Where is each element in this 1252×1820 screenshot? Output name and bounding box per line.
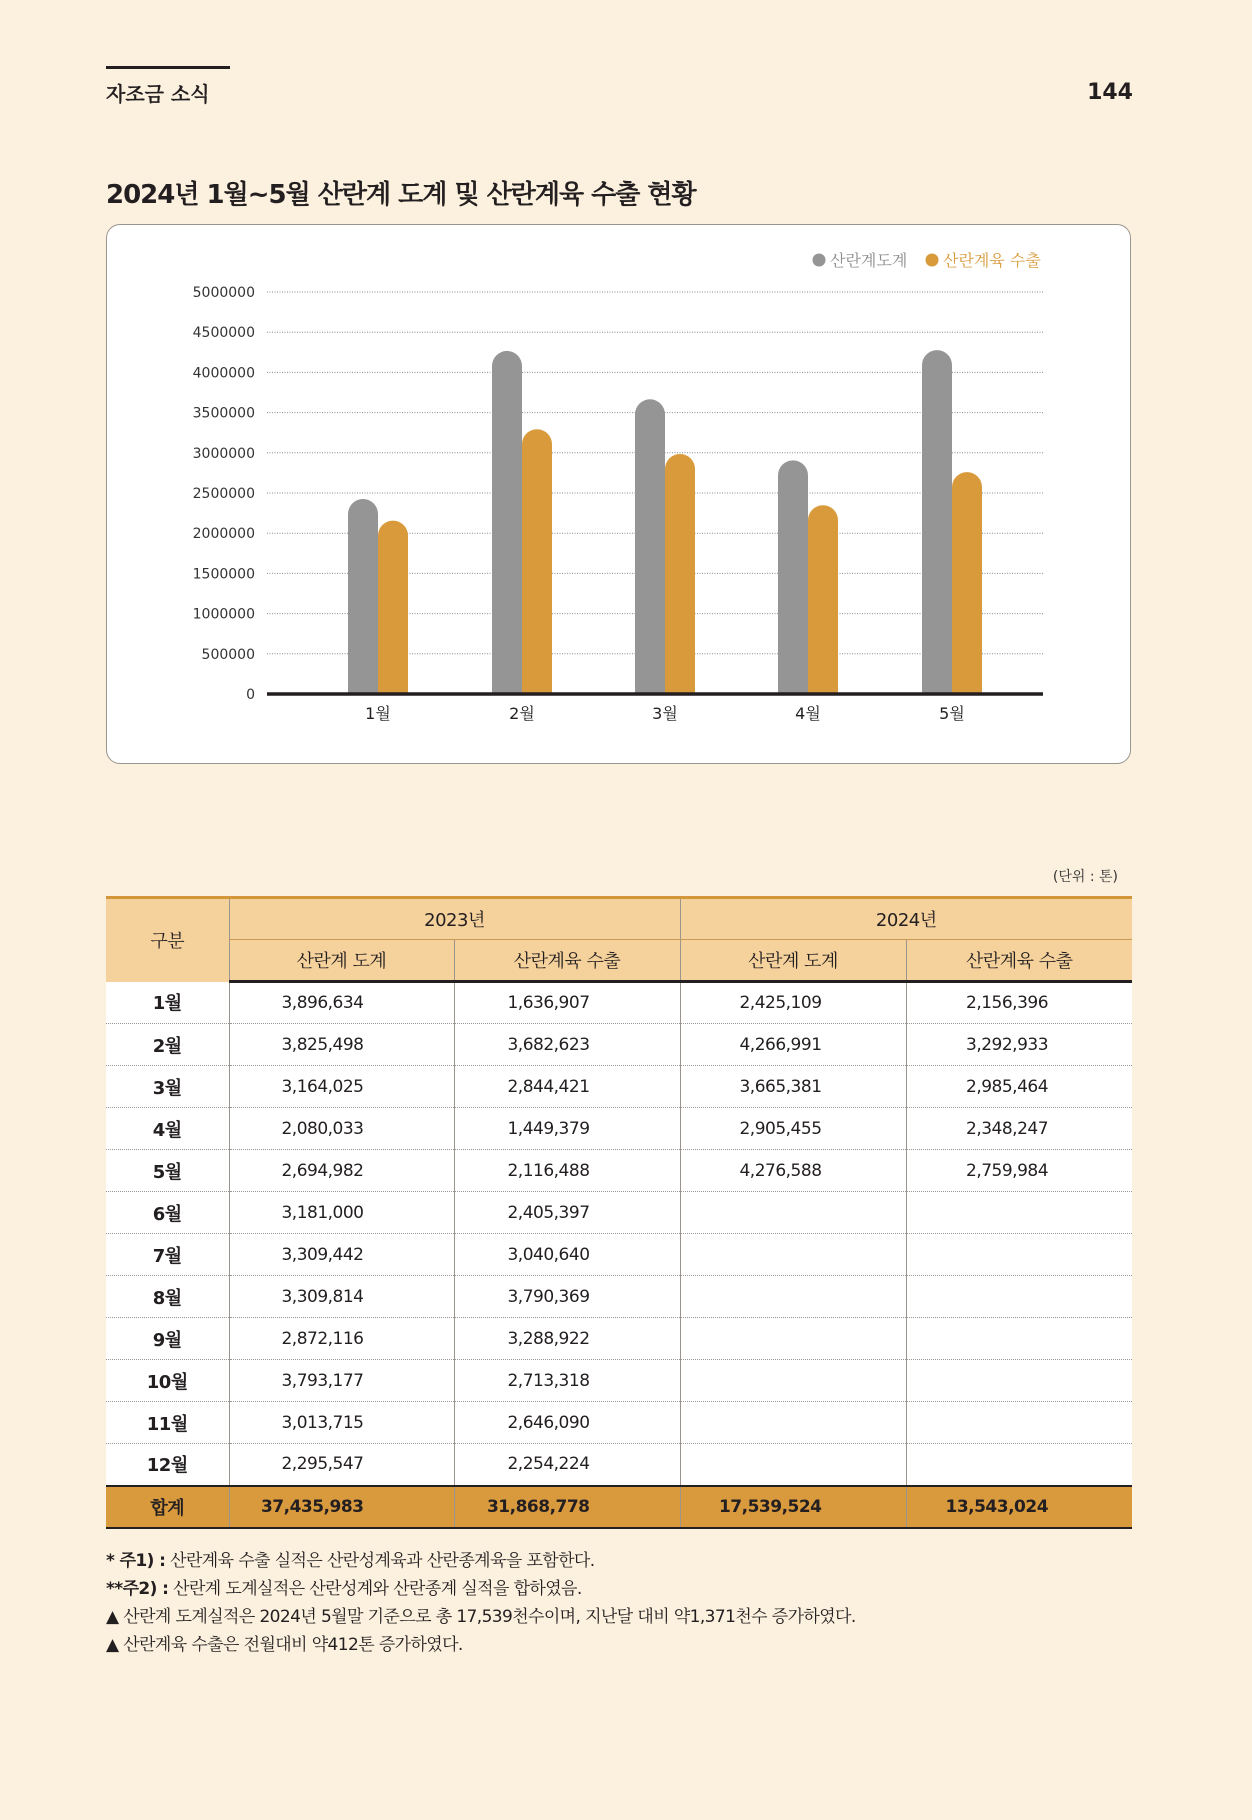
table-cell: 2,425,109: [680, 982, 906, 1024]
row-month: 7월: [106, 1234, 229, 1276]
table-cell: [680, 1276, 906, 1318]
row-month: 3월: [106, 1066, 229, 1108]
row-month: 6월: [106, 1192, 229, 1234]
bar-slaughter-3: [635, 399, 665, 694]
row-month: 10월: [106, 1360, 229, 1402]
row-month: 2월: [106, 1024, 229, 1066]
table-cell: 3,292,933: [906, 1024, 1132, 1066]
y-tick-label: 4500000: [192, 325, 255, 342]
y-tick-label: 2000000: [192, 526, 255, 543]
y-tick-label: 5000000: [192, 285, 255, 301]
corner-header: 구분: [106, 898, 229, 982]
table-row: [106, 1234, 1132, 1276]
total-cell: 31,868,778: [454, 1486, 680, 1528]
y-tick-label: 3500000: [192, 405, 255, 422]
footnote-prefix: * 주1) :: [106, 1551, 166, 1571]
footnote-text: 산란계 도계실적은 산란성계와 산란종계 실적을 합하였음.: [168, 1579, 582, 1599]
table-row: [106, 1360, 1132, 1402]
table-cell: [680, 1402, 906, 1444]
bar-export-3: [665, 454, 695, 694]
bar-chart: [107, 225, 1132, 765]
y-tick-label: 4000000: [192, 365, 255, 382]
bar-export-4: [808, 505, 838, 694]
unit-note: (단위 : 톤): [1052, 869, 1118, 885]
footnotes: [106, 1547, 856, 1659]
footnote-4: [106, 1631, 856, 1659]
table-cell: 3,682,623: [454, 1024, 680, 1066]
table-cell: 2,985,464: [906, 1066, 1132, 1108]
x-tick-label: 1월: [365, 704, 391, 723]
column-header: 산란계 도계: [680, 940, 906, 982]
table-row: [106, 1192, 1132, 1234]
page-number: 144: [1087, 80, 1133, 105]
table-cell: 3,288,922: [454, 1318, 680, 1360]
footnote-text: ▲ 산란계육 수출은 전월대비 약412톤 증가하였다.: [106, 1635, 463, 1655]
table-cell: 3,040,640: [454, 1234, 680, 1276]
table-cell: [680, 1318, 906, 1360]
table-row: [106, 1108, 1132, 1150]
footnote-text: ▲ 산란계 도계실적은 2024년 5월말 기준으로 총 17,539천수이며, 지난달 대비 약1,371천수 증가하였다.: [106, 1607, 856, 1627]
y-tick-label: 3000000: [192, 445, 255, 462]
x-tick-label: 5월: [939, 704, 965, 723]
row-month: 4월: [106, 1108, 229, 1150]
table-cell: 4,266,991: [680, 1024, 906, 1066]
row-month: 1월: [106, 982, 229, 1024]
table-cell: 3,181,000: [229, 1192, 454, 1234]
table-cell: 2,405,397: [454, 1192, 680, 1234]
bar-export-2: [522, 429, 552, 694]
y-tick-label: 500000: [201, 646, 255, 663]
bar-slaughter-2: [492, 351, 522, 694]
table-cell: [680, 1234, 906, 1276]
row-month: 12월: [106, 1444, 229, 1486]
footnote-2: [106, 1575, 856, 1603]
legend-marker-export: [926, 254, 939, 267]
footnote-prefix: **주2) :: [106, 1579, 169, 1599]
legend-label-export: 산란계육 수출: [943, 251, 1041, 270]
bar-slaughter-4: [778, 460, 808, 694]
table-row: [106, 1318, 1132, 1360]
footnote-3: [106, 1603, 856, 1631]
table-cell: 3,665,381: [680, 1066, 906, 1108]
table-cell: 3,309,814: [229, 1276, 454, 1318]
table-cell: 2,295,547: [229, 1444, 454, 1486]
table-row: [106, 1150, 1132, 1192]
table-cell: 1,449,379: [454, 1108, 680, 1150]
table-cell: 3,825,498: [229, 1024, 454, 1066]
total-cell: 17,539,524: [680, 1486, 906, 1528]
table-cell: 2,116,488: [454, 1150, 680, 1192]
y-tick-label: 0: [246, 687, 255, 703]
total-cell: 13,543,024: [906, 1486, 1132, 1528]
table-row: [106, 1402, 1132, 1444]
bar-slaughter-5: [922, 350, 952, 694]
year-header-2024: 2024년: [680, 898, 1132, 940]
table-cell: 2,905,455: [680, 1108, 906, 1150]
table-cell: 1,636,907: [454, 982, 680, 1024]
row-month: 9월: [106, 1318, 229, 1360]
bar-export-1: [378, 521, 408, 694]
table-row: [106, 1066, 1132, 1108]
row-month: 8월: [106, 1276, 229, 1318]
table-row: [106, 1276, 1132, 1318]
x-tick-label: 4월: [795, 704, 821, 723]
table-cell: 2,759,984: [906, 1150, 1132, 1192]
table-cell: 3,896,634: [229, 982, 454, 1024]
table-cell: [906, 1318, 1132, 1360]
table-cell: 2,348,247: [906, 1108, 1132, 1150]
table-cell: [680, 1360, 906, 1402]
table-cell: 3,790,369: [454, 1276, 680, 1318]
table-cell: 2,713,318: [454, 1360, 680, 1402]
legend-label-slaughter: 산란계도계: [830, 251, 908, 270]
table-cell: [680, 1192, 906, 1234]
legend-marker-slaughter: [813, 254, 826, 267]
column-header: 산란계육 수출: [906, 940, 1132, 982]
year-header-2023: 2023년: [229, 898, 680, 940]
table-cell: [906, 1192, 1132, 1234]
footnote-1: [106, 1547, 856, 1575]
total-cell: 37,435,983: [229, 1486, 454, 1528]
table-row: [106, 1024, 1132, 1066]
table-cell: 3,164,025: [229, 1066, 454, 1108]
y-tick-label: 1500000: [192, 566, 255, 583]
table-row: [106, 982, 1132, 1024]
bar-slaughter-1: [348, 499, 378, 694]
table-cell: [906, 1234, 1132, 1276]
x-tick-label: 2월: [509, 704, 535, 723]
bar-export-5: [952, 472, 982, 694]
table-cell: [906, 1360, 1132, 1402]
table-cell: 2,080,033: [229, 1108, 454, 1150]
section-label: 자조금 소식: [106, 82, 210, 106]
table-cell: 2,694,982: [229, 1150, 454, 1192]
table-cell: 3,013,715: [229, 1402, 454, 1444]
table-cell: 2,646,090: [454, 1402, 680, 1444]
header-rule: [106, 66, 230, 69]
x-tick-label: 3월: [652, 704, 678, 723]
row-month: 5월: [106, 1150, 229, 1192]
table-cell: 4,276,588: [680, 1150, 906, 1192]
table-cell: [906, 1402, 1132, 1444]
data-table: [106, 896, 1132, 1529]
table-row: [106, 1444, 1132, 1486]
column-header: 산란계 도계: [229, 940, 454, 982]
row-month: 11월: [106, 1402, 229, 1444]
table-cell: 2,254,224: [454, 1444, 680, 1486]
total-label: 합계: [106, 1486, 229, 1528]
footnote-text: 산란계육 수출 실적은 산란성계육과 산란종계육을 포함한다.: [165, 1551, 595, 1571]
y-tick-label: 1000000: [192, 606, 255, 623]
chart-title: 2024년 1월~5월 산란계 도계 및 산란계육 수출 현황: [106, 180, 696, 210]
column-header: 산란계육 수출: [454, 940, 680, 982]
table-cell: 2,156,396: [906, 982, 1132, 1024]
table-cell: [906, 1276, 1132, 1318]
table-cell: [906, 1444, 1132, 1486]
total-row: [106, 1486, 1132, 1528]
y-tick-label: 2500000: [192, 486, 255, 502]
table-cell: [680, 1444, 906, 1486]
table-cell: 2,872,116: [229, 1318, 454, 1360]
table-cell: 3,309,442: [229, 1234, 454, 1276]
table-cell: 3,793,177: [229, 1360, 454, 1402]
table-cell: 2,844,421: [454, 1066, 680, 1108]
chart-container: [106, 224, 1131, 764]
